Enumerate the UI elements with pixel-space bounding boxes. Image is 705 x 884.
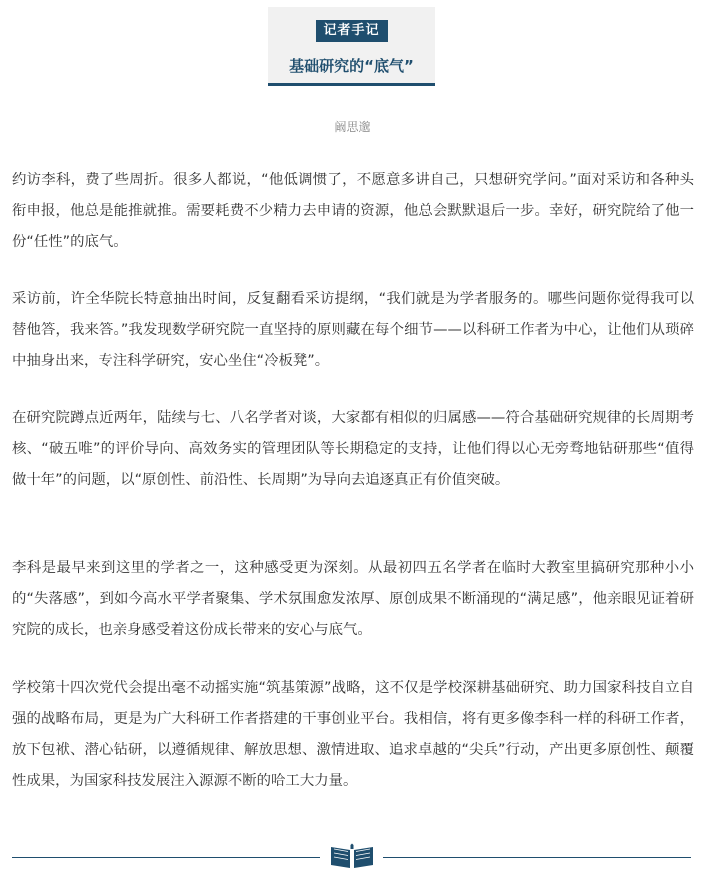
open-book-icon bbox=[328, 843, 376, 869]
paragraph-3: 在研究院蹲点近两年，陆续与七、八名学者对谈，大家都有相似的归属感——符合基础研究规律的长周期考核、“破五唯”的评价导向、高效务实的管理团队等长期稳定的支持，让他们得以心无旁骛地钻研那些“值得做十年”的问题，以“原创性、前沿性、长周期”为导向去追逐真正有价值突破。 bbox=[12, 410, 694, 488]
header-box bbox=[268, 7, 435, 86]
footer-divider-right bbox=[383, 857, 691, 858]
article-title: 基础研究的“底气” bbox=[289, 57, 414, 75]
author-name: 阚思邈 bbox=[334, 120, 371, 134]
paragraph-1: 约访李科，费了些周折。很多人都说，“他低调惯了，不愿意多讲自己，只想研究学问。”面对采访和各种头衔申报，他总是能推就推。需要耗费不少精力去申请的资源，他总会默默退后一步。幸好，研究院给了他一份“任性”的底气。 bbox=[12, 172, 694, 250]
paragraph-4: 李科是最早来到这里的学者之一，这种感受更为深刻。从最初四五名学者在临时大教室里搞研究那种小小的“失落感”，到如今高水平学者聚集、学术氛围愈发浓厚、原创成果不断涌现的“满足感”，他亲眼见证着研究院的成长，也亲身感受着这份成长带来的安心与底气。 bbox=[12, 560, 694, 638]
footer-divider-left bbox=[12, 857, 320, 858]
paragraph-2: 采访前，许全华院长特意抽出时间，反复翻看采访提纲，“我们就是为学者服务的。哪些问题你觉得我可以替他答，我来答。”我发现数学研究院一直坚持的原则藏在每个细节——以科研工作者为中心，让他们从琐碎中抽身出来，专注科学研究，安心坐住“冷板凳”。 bbox=[12, 291, 694, 369]
paragraph-5: 学校第十四次党代会提出毫不动摇实施“筑基策源”战略，这不仅是学校深耕基础研究、助力国家科技自立自强的战略布局，更是为广大科研工作者搭建的干事创业平台。我相信，将有更多像李科一样的科研工作者，放下包袱、潜心钻研，以遵循规律、解放思想、激情进取、追求卓越的“尖兵”行动，产出更多原创性、颠覆性成果，为国家科技发展注入源源不断的哈工大力量。 bbox=[12, 680, 694, 789]
column-badge: 记者手记 bbox=[315, 20, 387, 42]
